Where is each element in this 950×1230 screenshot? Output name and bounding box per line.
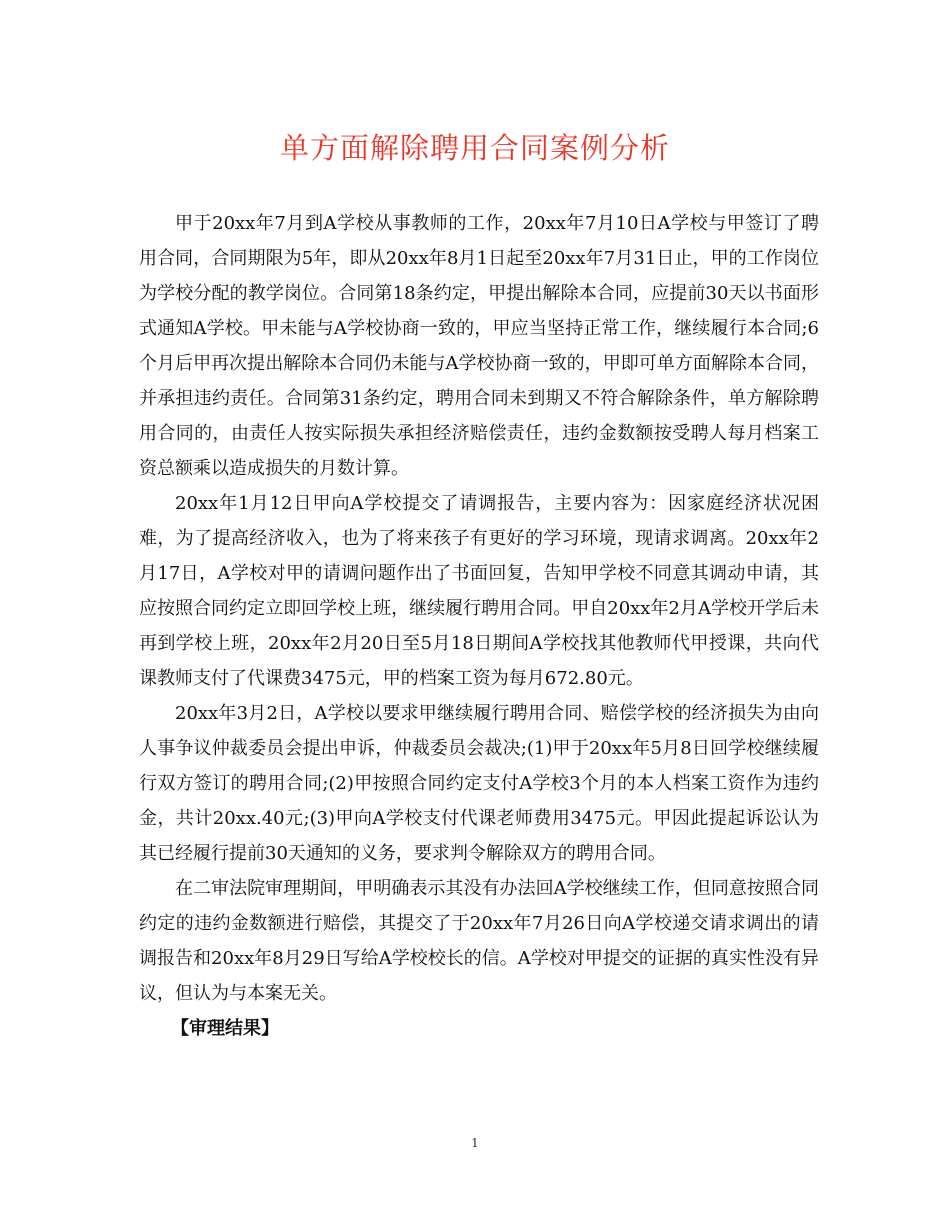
document-body xyxy=(139,206,819,1046)
page-number: 1 xyxy=(471,1136,479,1150)
paragraph-1: 甲于20xx年7月到A学校从事教师的工作，20xx年7月10日A学校与甲签订了聘用合同，合同期限为5年，即从20xx年8月1日起至20xx年7月31日止，甲的工作岗位为学校分配的教学岗位。合同第18条约定，甲提出解除本合同，应提前30天以书面形式通知A学校。甲未能与A学校协商一致的，甲应当坚持正常工作，继续履行本合同;6个月后甲再次提出解除本合同仍未能与A学校协商一致的，甲即可单方面解除本合同，并承担违约责任。合同第31条约定，聘用合同未到期又不符合解除条件，单方解除聘用合同的，由责任人按实际损失承担经济赔偿责任，违约金数额按受聘人每月档案工资总额乘以造成损失的月数计算。 xyxy=(139,213,819,479)
paragraph-4: 在二审法院审理期间，甲明确表示其没有办法回A学校继续工作，但同意按照合同约定的违约金数额进行赔偿，其提交了于20xx年7月26日向A学校递交请求调出的请调报告和20xx年8月29日写给A学校校长的信。A学校对甲提交的证据的真实性没有异议，但认为与本案无关。 xyxy=(139,878,819,1004)
document-title: 单方面解除聘用合同案例分析 xyxy=(279,131,670,165)
paragraph-3: 20xx年3月2日，A学校以要求甲继续履行聘用合同、赔偿学校的经济损失为由向人事争议仲裁委员会提出申诉，仲裁委员会裁决;(1)甲于20xx年5月8日回学校继续履行双方签订的聘用合同;(2)甲按照合同约定支付A学校3个月的本人档案工资作为违约金，共计20xx.40元;(3)甲向A学校支付代课老师费用3475元。甲因此提起诉讼认为其已经履行提前30天通知的义务，要求判令解除双方的聘用合同。 xyxy=(139,703,819,864)
paragraph-2: 20xx年1月12日甲向A学校提交了请调报告，主要内容为：因家庭经济状况困难，为了提高经济收入，也为了将来孩子有更好的学习环境，现请求调离。20xx年2月17日，A学校对甲的请调问题作出了书面回复，告知甲学校不同意其调动申请，其应按照合同约定立即回学校上班，继续履行聘用合同。甲自20xx年2月A学校开学后未再到学校上班，20xx年2月20日至5月18日期间A学校找其他教师代甲授课，共向代课教师支付了代课费3475元，甲的档案工资为每月672.80元。 xyxy=(139,493,819,689)
section-heading-result: 【审理结果】 xyxy=(171,1018,279,1039)
